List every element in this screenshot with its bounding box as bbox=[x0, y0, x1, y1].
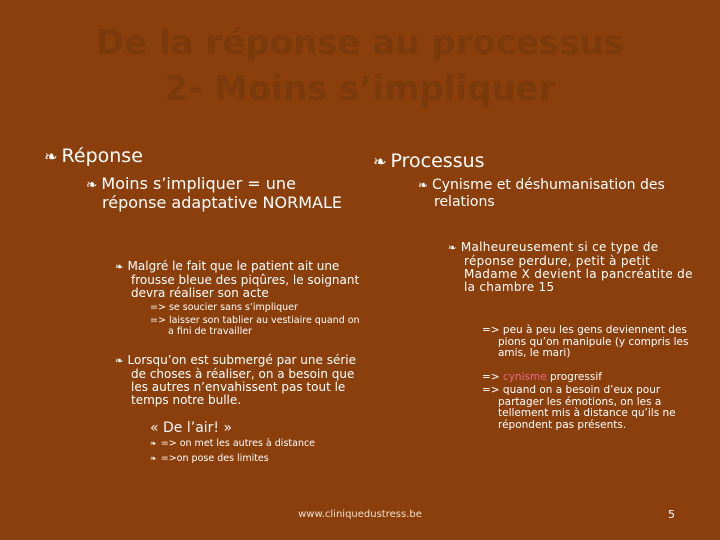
left-item1 bbox=[115, 260, 371, 300]
left-item2-text: Lorsqu’on est submergé par une série de choses à réaliser, on a besoin que les autres n’envahissent pas tout le temps notre bulle. bbox=[127, 353, 356, 407]
left-item1-sub1: => se soucier sans s’impliquer bbox=[150, 302, 298, 313]
right-sub2-accent: cynisme bbox=[502, 371, 547, 383]
right-sub3: => quand on a besoin d’eux pour partager les émotions, on les a tellement mis à distance qu’ils ne répondent pas présents. bbox=[482, 384, 676, 431]
left-sub-a bbox=[150, 438, 315, 449]
bullet-icon: ❧ bbox=[448, 243, 457, 254]
left-sub-b bbox=[150, 453, 269, 464]
bullet-icon: ❧ bbox=[373, 152, 387, 171]
bullet-icon: ❧ bbox=[418, 178, 428, 192]
right-sub2 bbox=[482, 372, 678, 383]
right-sub1: => peu à peu les gens deviennent des pions qu’on manipule (y compris les amis, le mari) bbox=[482, 324, 689, 359]
left-item1-text: Malgré le fait que le patient ait une frousse bleue des piqûres, le soignant devra réaliser son acte bbox=[127, 259, 360, 300]
right-intro bbox=[418, 177, 694, 211]
left-item2 bbox=[115, 354, 356, 407]
bullet-icon: ❧ bbox=[150, 439, 157, 448]
left-sub-a-text: => on met les autres à distance bbox=[160, 438, 316, 449]
left-intro bbox=[86, 175, 352, 211]
bullet-icon: ❧ bbox=[115, 356, 124, 367]
slide-title-line2: 2- Moins s’impliquer bbox=[164, 69, 556, 109]
bullet-icon: ❧ bbox=[86, 177, 98, 193]
left-item1-sub2: => laisser son tablier au vestiaire quand on a fini de travailler bbox=[150, 315, 360, 337]
right-item1-text: Malheureusement si ce type de réponse perdure, petit à petit Madame X devient la pancréatite de la chambre 15 bbox=[460, 240, 693, 294]
bullet-icon: ❧ bbox=[115, 262, 124, 273]
slide-title-line1: De la réponse au processus bbox=[96, 23, 624, 63]
left-heading-text: Réponse bbox=[61, 145, 143, 167]
left-heading bbox=[44, 145, 143, 167]
right-intro-text: Cynisme et déshumanisation des relations bbox=[431, 177, 665, 210]
bullet-icon: ❧ bbox=[150, 454, 157, 463]
right-heading bbox=[373, 150, 485, 172]
bullet-icon: ❧ bbox=[44, 147, 58, 166]
page-number: 5 bbox=[668, 508, 675, 521]
right-item1 bbox=[448, 241, 694, 294]
left-intro-text: Moins s’impliquer = une réponse adaptative NORMALE bbox=[101, 174, 342, 212]
left-sub-b-text: =>on pose des limites bbox=[160, 453, 269, 464]
footer-website: www.cliniquedustress.be bbox=[298, 509, 422, 520]
right-heading-text: Processus bbox=[390, 150, 485, 172]
right-sub2-suffix: progressif bbox=[546, 371, 602, 383]
right-sub2-prefix: => bbox=[482, 371, 503, 383]
left-quote: « De l’air! » bbox=[150, 420, 233, 436]
